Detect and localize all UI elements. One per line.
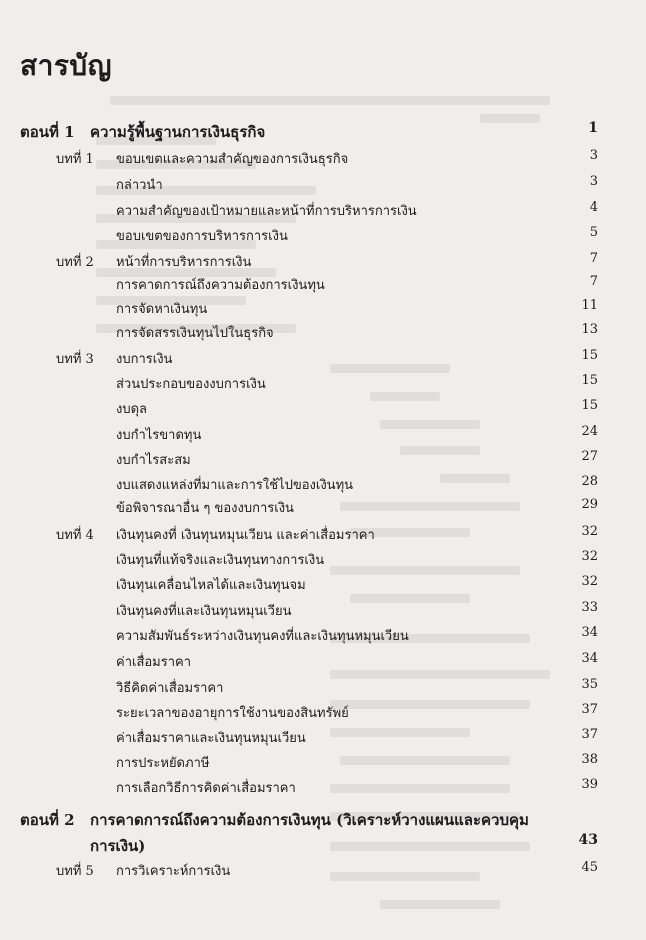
page-number: 24: [581, 424, 598, 439]
subentry-title: ระยะเวลาของอายุการใช้งานของสินทรัพย์: [116, 706, 349, 721]
subentry-title: เงินทุนคงที่และเงินทุนหมุนเวียน: [116, 604, 292, 619]
subentry-title: งบกำไรขาดทุน: [116, 428, 202, 443]
subentry-title: ส่วนประกอบของงบการเงิน: [116, 377, 266, 392]
subentry-title: การประหยัดภาษี: [116, 756, 210, 771]
subentry-title: ความสำคัญของเป้าหมายและหน้าที่การบริหารการเงิน: [116, 204, 417, 219]
page-number: 3: [589, 148, 598, 163]
page-number: 5: [589, 225, 598, 240]
page-number: 27: [581, 449, 598, 464]
subentry-title: งบดุล: [116, 402, 148, 417]
part-title: ความรู้พื้นฐานการเงินธุรกิจ: [90, 123, 266, 141]
chapter-label: บทที่ 3: [56, 352, 94, 367]
page-number: 28: [581, 474, 598, 489]
page-number: 1: [588, 120, 598, 136]
page-number: 32: [581, 549, 598, 564]
page-number: 34: [581, 651, 598, 666]
subentry-title: การคาดการณ์ถึงความต้องการเงินทุน: [116, 278, 325, 293]
page-number: 3: [589, 174, 598, 189]
chapter-label: บทที่ 5: [56, 864, 94, 879]
subentry-title: การจัดสรรเงินทุนไปในธุรกิจ: [116, 326, 274, 341]
chapter-label: บทที่ 1: [56, 152, 94, 167]
chapter-label: บทที่ 2: [56, 255, 94, 270]
page-number: 37: [581, 702, 598, 717]
page-number: 34: [581, 625, 598, 640]
page-number: 15: [581, 348, 598, 363]
subentry-title: วิธีคิดค่าเสื่อมราคา: [116, 681, 224, 696]
page-number: 32: [581, 574, 598, 589]
chapter-label: บทที่ 4: [56, 528, 94, 543]
page-number: 13: [581, 322, 598, 337]
part-label: ตอนที่ 2: [20, 811, 75, 829]
page-number: 39: [581, 777, 598, 792]
page-number: 7: [589, 251, 598, 266]
page-number: 29: [581, 497, 598, 512]
part-title: การคาดการณ์ถึงความต้องการเงินทุน (วิเคราะห์วางแผนและควบคุม: [90, 811, 529, 829]
subentry-title: ค่าเสื่อมราคา: [116, 655, 192, 670]
subentry-title: ขอบเขตของการบริหารการเงิน: [116, 229, 288, 244]
page-number: 43: [578, 832, 598, 848]
chapter-title: เงินทุนคงที่ เงินทุนหมุนเวียน และค่าเสื่อมราคา: [116, 528, 375, 543]
subentry-title: ข้อพิจารณาอื่น ๆ ของงบการเงิน: [116, 501, 294, 516]
subentry-title: การเลือกวิธีการคิดค่าเสื่อมราคา: [116, 781, 296, 796]
page-number: 32: [581, 524, 598, 539]
page-number: 35: [581, 677, 598, 692]
subentry-title: เงินทุนเคลื่อนไหลได้และเงินทุนจม: [116, 578, 306, 593]
chapter-title: การวิเคราะห์การเงิน: [116, 864, 231, 879]
page-number: 11: [581, 298, 598, 313]
page-number: 45: [581, 860, 598, 875]
subentry-title: การจัดหาเงินทุน: [116, 302, 208, 317]
page-number: 4: [589, 200, 598, 215]
subentry-title: งบกำไรสะสม: [116, 453, 191, 468]
subentry-title: ค่าเสื่อมราคาและเงินทุนหมุนเวียน: [116, 731, 306, 746]
page-number: 15: [581, 398, 598, 413]
subentry-title: งบแสดงแหล่งที่มาและการใช้ไปของเงินทุน: [116, 478, 354, 493]
page-number: 7: [589, 274, 598, 289]
part-title-continued: การเงิน): [90, 837, 146, 855]
chapter-title: หน้าที่การบริหารการเงิน: [116, 255, 252, 270]
part-label: ตอนที่ 1: [20, 123, 75, 141]
subentry-title: กล่าวนำ: [116, 178, 163, 193]
page-number: 38: [581, 752, 598, 767]
page-number: 33: [581, 600, 598, 615]
subentry-title: ความสัมพันธ์ระหว่างเงินทุนคงที่และเงินทุนหมุนเวียน: [116, 629, 409, 644]
chapter-title: งบการเงิน: [116, 352, 173, 367]
chapter-title: ขอบเขตและความสำคัญของการเงินธุรกิจ: [116, 152, 349, 167]
page-number: 15: [581, 373, 598, 388]
subentry-title: เงินทุนที่แท้จริงและเงินทุนทางการเงิน: [116, 553, 325, 568]
page-number: 37: [581, 727, 598, 742]
page-title: สารบัญ: [20, 49, 112, 82]
